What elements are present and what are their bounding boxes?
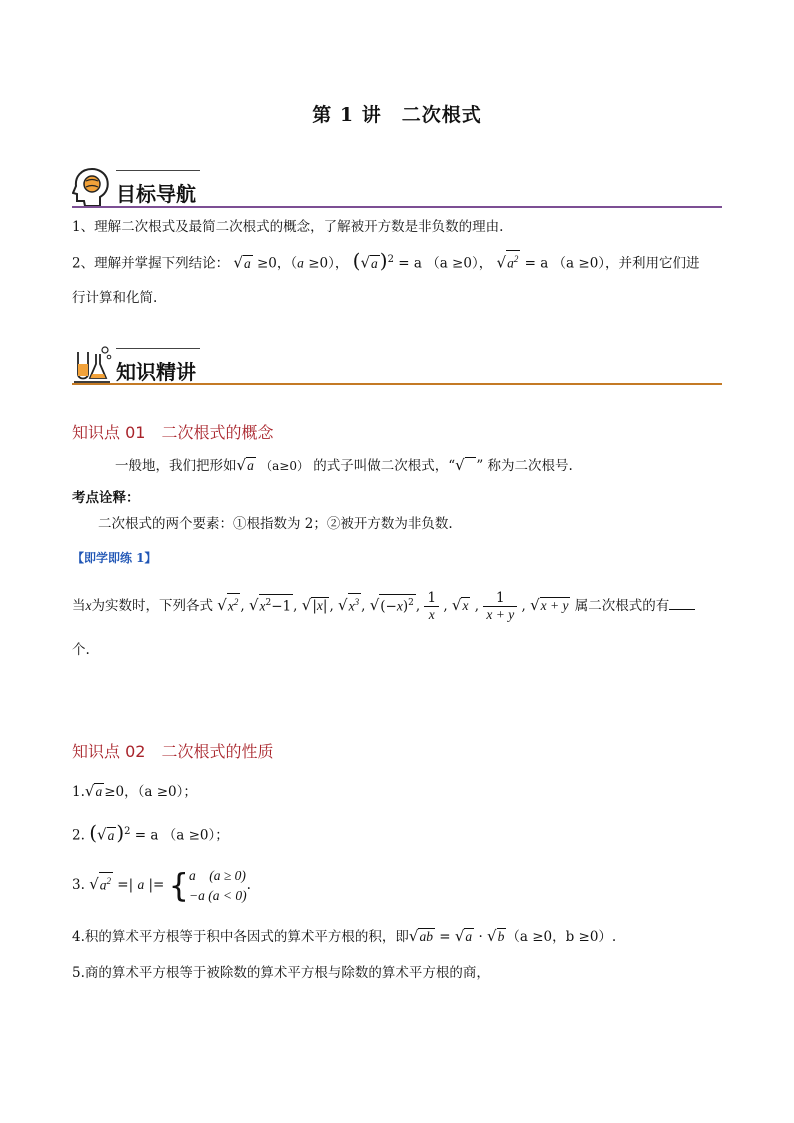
kp1-definition: 一般地，我们把形如√a （a≥0） 的式子叫做二次根式，“√ ” 称为二次根号. bbox=[115, 456, 573, 474]
q-tail: 属二次根式的有 bbox=[574, 598, 670, 614]
brain-head-icon bbox=[72, 166, 112, 208]
q-mid: 为实数时，下列各式 bbox=[91, 598, 213, 614]
goal-item-2-ge0: ≥0，（ bbox=[257, 255, 298, 272]
p3-num: 3. bbox=[72, 877, 85, 893]
section-title-knowledge: 知识精讲 bbox=[116, 360, 196, 384]
p3-case2: −a (a < 0) bbox=[189, 887, 247, 903]
kp1-note-title: 考点诠释： bbox=[72, 490, 140, 506]
kp1-def-prefix: 一般地，我们把形如 bbox=[115, 458, 237, 474]
property-1: 1.√a ≥0，（a ≥0）； bbox=[72, 782, 197, 800]
header-top-line bbox=[116, 170, 200, 171]
p1-num: 1. bbox=[72, 784, 85, 800]
goal-item-2-prefix: 2、理解并掌握下列结论： bbox=[72, 255, 230, 272]
p4-tail: （a ≥0，b ≥0）. bbox=[506, 929, 617, 945]
lab-flask-icon bbox=[72, 344, 112, 386]
knowledge-point-02-heading: 知识点 02 二次根式的性质 bbox=[72, 742, 274, 761]
p2-text: = a （a ≥0）； bbox=[130, 827, 229, 844]
answer-blank[interactable] bbox=[669, 609, 695, 610]
page-title: 第 1 讲 二次根式 bbox=[312, 104, 482, 126]
section-divider-goals bbox=[72, 206, 722, 208]
goal-item-2-eq2: = a （a ≥0），并利用它们进 bbox=[520, 255, 700, 272]
kp1-def-mid: 的式子叫做二次根式，“ bbox=[313, 458, 456, 474]
q-prefix: 当 bbox=[72, 598, 86, 614]
property-2: 2. (√a )$^2$ = a （a ≥0）； bbox=[72, 820, 229, 845]
goal-item-2-line2: 行计算和化简. bbox=[72, 290, 158, 306]
exercise-1-question: 当x为实数时，下列各式 $√x^2$ , $√x^2-1$ , √|x| , $√x^3$ , $√(-x)^2$ , $\frac{1}{x}$ , √x , $\frac{1}{x + y}$ , √x + y 属二次根式的有 bbox=[72, 583, 695, 628]
goal-item-1: 1、理解二次根式及最简二次根式的概念，了解被开方数是非负数的理由. bbox=[72, 219, 504, 235]
kp1-def-tail: ” 称为二次根号. bbox=[476, 458, 573, 474]
knowledge-point-01-heading: 知识点 01 二次根式的概念 bbox=[72, 423, 274, 442]
q-var: x bbox=[85, 598, 92, 613]
property-3: 3. $√a^2$ =| a |= { a (a ≥ 0) −a (a < 0) . bbox=[72, 866, 251, 905]
p1-text: ≥0，（a ≥0）； bbox=[104, 784, 197, 800]
p3-case1: a (a ≥ 0) bbox=[189, 867, 246, 883]
section-title-goals: 目标导航 bbox=[116, 182, 196, 206]
goal-item-2: 2、理解并掌握下列结论： √a ≥0，（a ≥0）， (√a )$^2$ = a （a ≥0）， $√a^2 = a$ （a ≥0），并利用它们进 bbox=[72, 248, 700, 273]
goal-item-2-cond: a bbox=[297, 255, 304, 271]
q-end: 个. bbox=[72, 642, 90, 658]
section-divider-knowledge bbox=[72, 383, 722, 385]
p2-num: 2. bbox=[72, 827, 85, 844]
goal-item-2-eq: = a （a ≥0）， bbox=[393, 255, 493, 272]
kp1-note-text: 二次根式的两个要素：①根指数为 2；②被开方数为非负数. bbox=[98, 516, 453, 532]
goal-item-2-cond-tail: ≥0）， bbox=[303, 255, 349, 272]
kp1-def-cond: （a≥0） bbox=[260, 459, 309, 473]
exercise-1-title: 【即学即练 1】 bbox=[72, 551, 157, 565]
property-5: 5.商的算术平方根等于被除数的算术平方根与除数的算术平方根的商， bbox=[72, 965, 490, 981]
p4-text: 4.积的算术平方根等于积中各因式的算术平方根的积，即 bbox=[72, 929, 409, 945]
property-4: 4.积的算术平方根等于积中各因式的算术平方根的积，即√ab = √a · √b （a ≥0，b ≥0）. bbox=[72, 927, 617, 945]
header-top-line bbox=[116, 348, 200, 349]
